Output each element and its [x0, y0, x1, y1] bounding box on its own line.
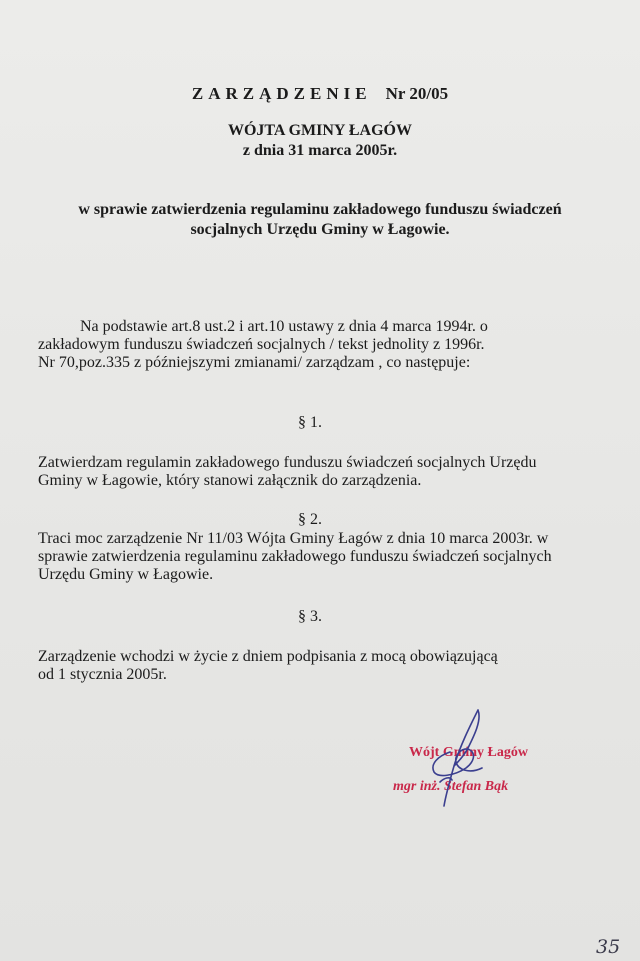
- section-2-line-1: Traci moc zarządzenie Nr 11/03 Wójta Gminy Łagów z dnia 10 marca 2003r. w: [38, 530, 549, 547]
- stamp-name: mgr inż. Stefan Bąk: [393, 779, 509, 794]
- section-2-mark: § 2.: [298, 511, 322, 528]
- subject-line-1: w sprawie zatwierdzenia regulaminu zakładowego funduszu świadczeń: [78, 201, 562, 218]
- section-1-text: [38, 454, 608, 490]
- issuer-name: WÓJTA GMINY ŁAGÓW: [227, 122, 412, 139]
- document-type-word: ZARZĄDZENIE: [191, 84, 372, 103]
- section-1-mark: § 1.: [298, 414, 322, 431]
- section-2-line-2: sprawie zatwierdzenia regulaminu zakładowego funduszu świadczeń socjalnych: [38, 548, 552, 565]
- subject-line-2: socjalnych Urzędu Gminy w Łagowie.: [190, 221, 450, 238]
- section-3-text: [38, 648, 608, 684]
- handwritten-signature: [420, 706, 510, 816]
- legal-basis-paragraph: [38, 318, 608, 372]
- section-2-line-3: Urzędu Gminy w Łagowie.: [38, 566, 214, 583]
- section-3-line-1: Zarządzenie wchodzi w życie z dniem podpisania z mocą obowiązującą: [38, 648, 498, 665]
- issue-date: z dnia 31 marca 2005r.: [242, 142, 398, 159]
- legal-basis-line-1: Na podstawie art.8 ust.2 i art.10 ustawy z dnia 4 marca 1994r. o: [80, 318, 488, 335]
- legal-basis-line-3: Nr 70,poz.335 z późniejszymi zmianami/ zarządzam , co następuje:: [38, 354, 471, 371]
- legal-basis-line-2: zakładowym funduszu świadczeń socjalnych / tekst jednolity z 1996r.: [38, 336, 485, 353]
- document-type-heading: [0, 84, 640, 104]
- section-3-line-2: od 1 stycznia 2005r.: [38, 666, 167, 683]
- issuer-block: [0, 121, 640, 161]
- section-2-text: [38, 530, 608, 584]
- subject-heading: [30, 200, 610, 240]
- section-3-mark: § 3.: [298, 608, 322, 625]
- document-number: Nr 20/05: [385, 84, 449, 103]
- page-number: 35: [596, 936, 621, 958]
- stamp-title: Wójt Gminy Łagów: [409, 745, 528, 760]
- section-1-line-2: Gminy w Łagowie, który stanowi załącznik do zarządzenia.: [38, 472, 422, 489]
- section-1-line-1: Zatwierdzam regulamin zakładowego funduszu świadczeń socjalnych Urzędu: [38, 454, 537, 471]
